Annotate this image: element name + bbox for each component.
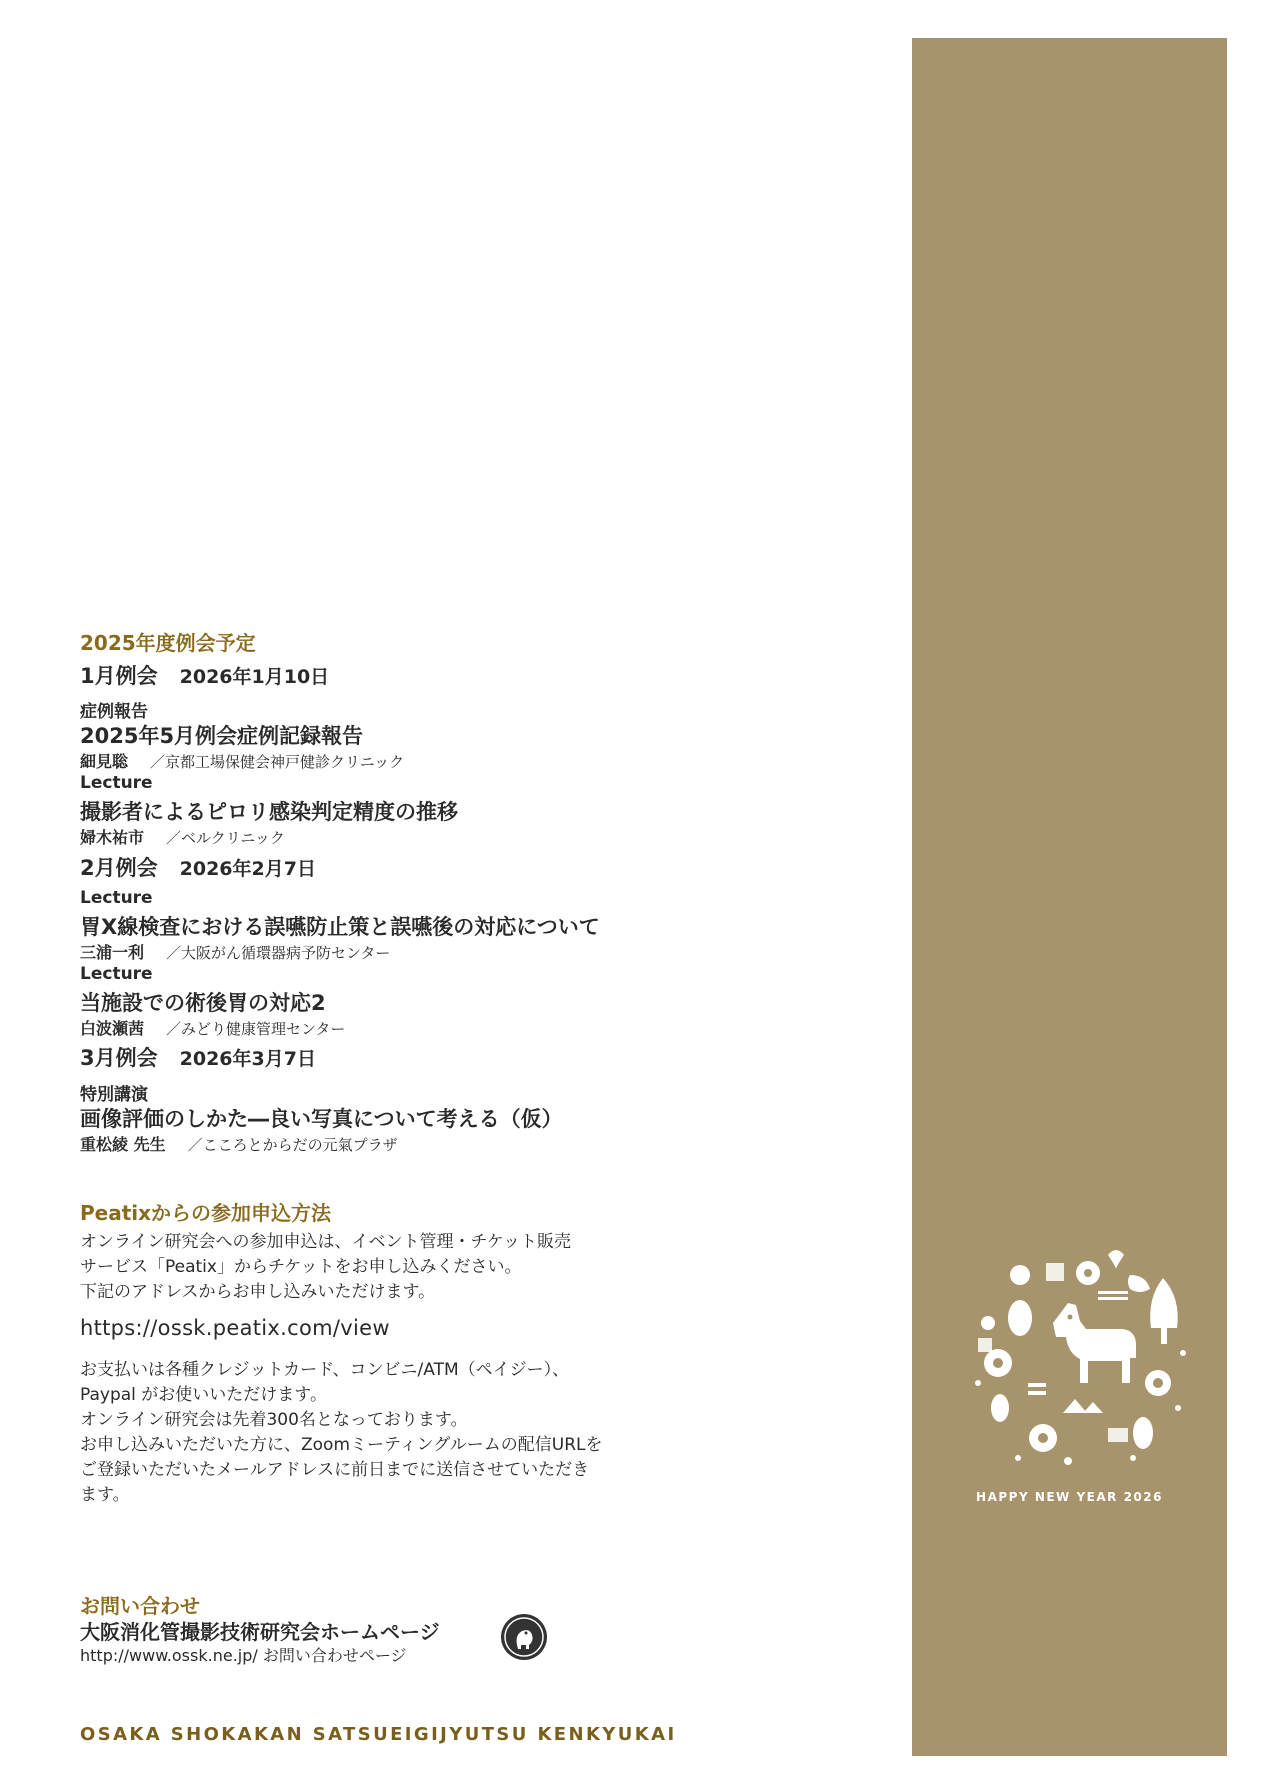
presentation-type: 症例報告 (80, 702, 148, 722)
presenter: 三浦一利 ／大阪がん循環器病予防センター (80, 943, 391, 962)
presentation-title: 画像評価のしかた―良い写真について考える（仮） (80, 1107, 563, 1131)
decorative-side-panel (912, 38, 1227, 1756)
presentation-title: 撮影者によるピロリ感染判定精度の推移 (80, 800, 458, 824)
meeting-title: 1月例会 2026年1月10日 (80, 664, 330, 688)
peatix-heading: Peatixからの参加申込方法 (80, 1201, 332, 1225)
meeting-title: 2月例会 2026年2月7日 (80, 856, 316, 880)
schedule-heading: 2025年度例会予定 (80, 631, 256, 655)
contact-homepage-name: 大阪消化管撮影技術研究会ホームページ (80, 1620, 440, 1644)
presentation-title: 当施設での術後胃の対応2 (80, 991, 326, 1015)
new-year-horse-emblem-icon (958, 1233, 1198, 1473)
presentation-type: Lecture (80, 773, 153, 793)
meeting-title: 3月例会 2026年3月7日 (80, 1046, 316, 1070)
presentation-title: 2025年5月例会症例記録報告 (80, 724, 364, 748)
peatix-notes: お支払いは各種クレジットカード、コンビニ/ATM（ペイジー）、 Paypal がお使いいただけます。 オンライン研究会は先着300名となっております。 お申し込みいただいた方に、Zoomミーティングルームの配信URLを ご登録いただいたメールアドレスに前日までに送信させていただき ます。 (80, 1360, 603, 1505)
peatix-url-link[interactable]: https://ossk.peatix.com/view (80, 1316, 390, 1340)
presenter: 細見聡 ／京都工場保健会神戸健診クリニック (80, 752, 405, 771)
presentation-type: 特別講演 (80, 1085, 148, 1105)
contact-url-link[interactable]: http://www.ossk.ne.jp/ お問い合わせページ (80, 1646, 407, 1665)
peatix-intro: オンライン研究会への参加申込は、イベント管理・チケット販売 サービス「Peatix」からチケットをお申し込みください。 下記のアドレスからお申し込みいただけます。 (80, 1232, 571, 1302)
presentation-title: 胃X線検査における誤嚥防止策と誤嚥後の対応について (80, 915, 600, 939)
footer-organization-name: OSAKA SHOKAKAN SATSUEIGIJYUTSU KENKYUKAI (80, 1724, 677, 1745)
presenter: 重松綾 先生 ／こころとからだの元氣プラザ (80, 1135, 398, 1154)
presentation-type: Lecture (80, 888, 153, 908)
presentation-type: Lecture (80, 964, 153, 984)
contact-heading: お問い合わせ (80, 1594, 200, 1618)
society-logo-icon (500, 1613, 548, 1661)
presenter: 婦木祐市 ／ベルクリニック (80, 828, 285, 847)
new-year-caption: HAPPY NEW YEAR 2026 (976, 1490, 1163, 1504)
presenter: 白波瀬茜 ／みどり健康管理センター (80, 1019, 346, 1038)
